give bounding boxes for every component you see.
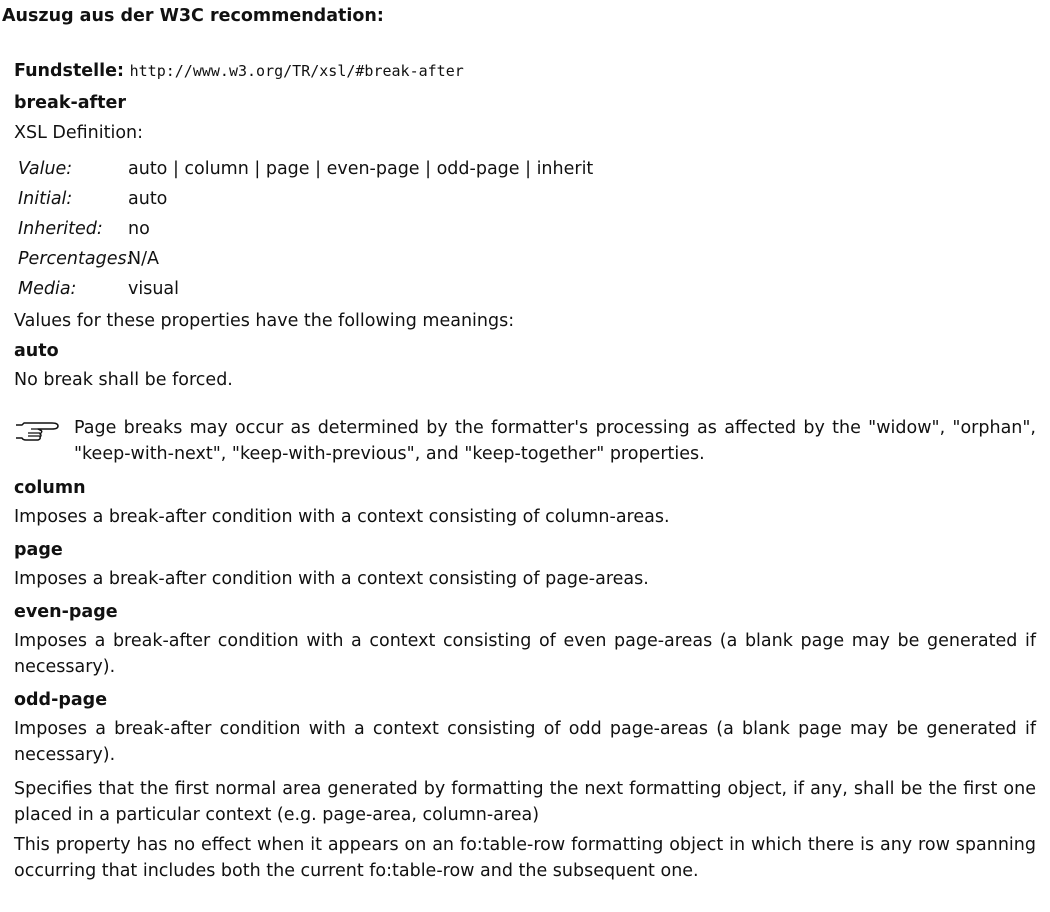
value-term-column: column: [14, 478, 86, 498]
definition-row-initial: [18, 184, 1036, 214]
definition-row-percentages: [18, 244, 1036, 274]
source-line: [14, 56, 1036, 86]
definition-key: Inherited:: [18, 219, 103, 239]
value-desc-page: Imposes a break-after condition with a context consisting of page-areas.: [14, 569, 649, 589]
property-name: break-after: [14, 93, 127, 113]
value-desc-even-page: Imposes a break-after condition with a context consisting of even page-areas (a blank page may be generated if necessary).: [14, 631, 1036, 677]
value-term-auto: auto: [14, 341, 59, 361]
definition-table: [18, 154, 1036, 304]
closing-paragraph-1: Specifies that the first normal area generated by formatting the next formatting object, if any, shall be the first one placed in a particular context (e.g. page-area, column-area): [14, 779, 1036, 825]
definition-key: Percentages:: [18, 249, 133, 269]
definition-value: no: [128, 219, 150, 239]
value-desc-auto: No break shall be forced.: [14, 370, 233, 390]
pointing-hand-icon: [14, 415, 74, 467]
value-desc-odd-page: Imposes a break-after condition with a context consisting of odd page-areas (a blank page may be generated if necessary).: [14, 719, 1036, 765]
definition-value: visual: [128, 279, 180, 299]
definition-label: XSL Definition:: [14, 123, 144, 143]
note: [14, 415, 1036, 467]
content: [14, 56, 1036, 884]
source-url: http://www.w3.org/TR/xsl/#break-after: [129, 62, 464, 80]
closing-paragraph-2: This property has no effect when it appears on an fo:table-row formatting object in which there is any row spanning occurring that includes both the current fo:table-row and the subsequent one.: [14, 835, 1036, 881]
value-term-odd-page: odd-page: [14, 690, 108, 710]
meanings-intro: Values for these properties have the following meanings:: [14, 311, 515, 331]
definition-row-media: [18, 274, 1036, 304]
definition-key: Media:: [18, 279, 77, 299]
value-desc-column: Imposes a break-after condition with a context consisting of column-areas.: [14, 507, 670, 527]
note-text: Page breaks may occur as determined by the formatter's processing as affected by the "widow", "orphan", "keep-with-next", "keep-with-previous", and "keep-together" properties.: [74, 418, 1036, 464]
definition-row-inherited: [18, 214, 1036, 244]
value-term-page: page: [14, 540, 63, 560]
definition-row-value: [18, 154, 1036, 184]
definition-value: auto | column | page | even-page | odd-page | inherit: [128, 159, 594, 179]
definition-key: Value:: [18, 159, 73, 179]
definition-value: N/A: [128, 249, 159, 269]
source-label: Fundstelle:: [14, 61, 125, 81]
definition-value: auto: [128, 189, 168, 209]
value-term-even-page: even-page: [14, 602, 118, 622]
document-heading: Auszug aus der W3C recommendation:: [2, 6, 384, 26]
definition-key: Initial:: [18, 189, 73, 209]
